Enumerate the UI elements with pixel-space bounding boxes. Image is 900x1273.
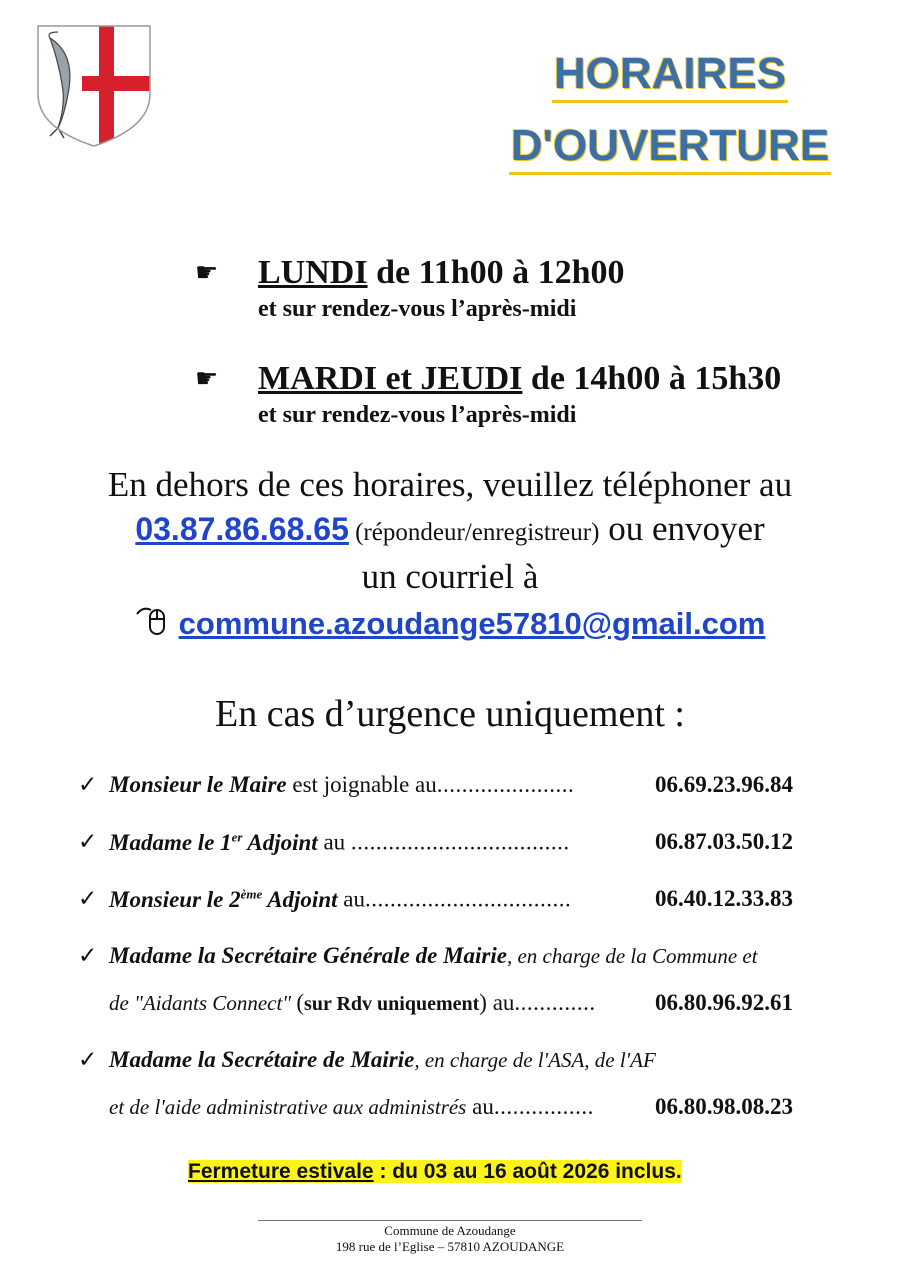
contact-rest: au (337, 886, 365, 912)
schedule-hours: de 14h00 à 15h30 (522, 360, 782, 397)
contact-line2-pre: et de l'aide administrative aux administrés (109, 1095, 467, 1119)
pointing-hand-icon: ☛ (195, 364, 219, 393)
leader-dots: ...................... (436, 772, 575, 797)
contact-title: Madame le 1 (109, 829, 232, 855)
contact-title: Monsieur le Maire (109, 772, 287, 797)
schedule-note: et sur rendez-vous l’après-midi (258, 402, 577, 428)
contact-rest: au (317, 829, 351, 855)
title-line-1: HORAIRES (552, 48, 788, 103)
check-icon: ✓ (78, 943, 98, 968)
schedule-hours: de 11h00 à 12h00 (367, 254, 625, 291)
summer-closing-notice (188, 1160, 682, 1184)
contact-title-end: Adjoint (262, 886, 338, 912)
contact-rest: , en charge de la Commune et (506, 944, 758, 968)
contact-phone[interactable]: 06.69.23.96.84 (655, 772, 793, 797)
contact-line2-bold: sur Rdv uniquement (304, 993, 480, 1015)
contact-phone[interactable]: 06.87.03.50.12 (655, 829, 793, 854)
contact-rest: , en charge de l'ASA, de l'AF (414, 1048, 656, 1072)
check-icon: ✓ (78, 886, 98, 911)
email-link[interactable]: commune.azoudange57810@gmail.com (178, 606, 766, 641)
contact-title-end: Adjoint (242, 829, 318, 855)
contact-line2-post: au (486, 990, 515, 1015)
phone-note: (répondeur/enregistreur) (348, 519, 600, 546)
footer-divider (258, 1220, 642, 1221)
contact-title: Madame la Secrétaire de Mairie (109, 1047, 415, 1072)
contact-line2-pre: de "Aidants Connect" (109, 991, 297, 1015)
contact-title-sup: er (231, 829, 243, 844)
title-line-2: D'OUVERTURE (509, 120, 831, 175)
check-icon: ✓ (78, 772, 98, 797)
schedule-item (195, 359, 875, 449)
contact-title: Monsieur le 2 (109, 886, 241, 912)
pointing-hand-icon: ☛ (195, 258, 219, 287)
closing-text: : du 03 au 16 août 2026 inclus. (373, 1160, 682, 1183)
schedule-days: LUNDI (258, 254, 368, 291)
schedule-note: et sur rendez-vous l’après-midi (258, 296, 577, 322)
leader-dots: ............. (514, 990, 596, 1015)
mouse-icon (135, 604, 169, 638)
schedule-item (195, 253, 875, 343)
phone-link[interactable]: 03.87.86.68.65 (135, 511, 349, 547)
check-icon: ✓ (78, 829, 98, 854)
page-title (490, 38, 850, 182)
footer-line-2: 198 rue de l’Eglise – 57810 AZOUDANGE (335, 1239, 565, 1254)
coat-of-arms-logo (36, 24, 152, 148)
leader-dots: ................................. (364, 886, 572, 912)
contact-line-3: un courriel à (361, 557, 539, 596)
contact-line-2-end: ou envoyer (599, 509, 765, 548)
schedule-days: MARDI et JEUDI (258, 360, 523, 397)
contact-phone[interactable]: 06.40.12.33.83 (655, 886, 793, 911)
contact-phone[interactable]: 06.80.98.08.23 (655, 1094, 793, 1119)
emergency-heading: En cas d’urgence uniquement : (215, 693, 685, 735)
contact-line-1: En dehors de ces horaires, veuillez téléphoner au (107, 465, 793, 504)
check-icon: ✓ (78, 1047, 98, 1072)
contact-title: Madame la Secrétaire Générale de Mairie (109, 943, 507, 968)
contact-title-sup: ème (240, 886, 263, 901)
contact-line2-post: au (466, 1094, 494, 1119)
contact-phone[interactable]: 06.80.96.92.61 (655, 990, 793, 1015)
contact-info (40, 463, 860, 646)
closing-label: Fermeture estivale (188, 1160, 374, 1183)
leader-dots: ................................... (350, 829, 570, 855)
footer-line-1: Commune de Azoudange (384, 1223, 516, 1238)
leader-dots: ................ (493, 1094, 594, 1119)
contact-rest: est joignable au (286, 772, 437, 797)
